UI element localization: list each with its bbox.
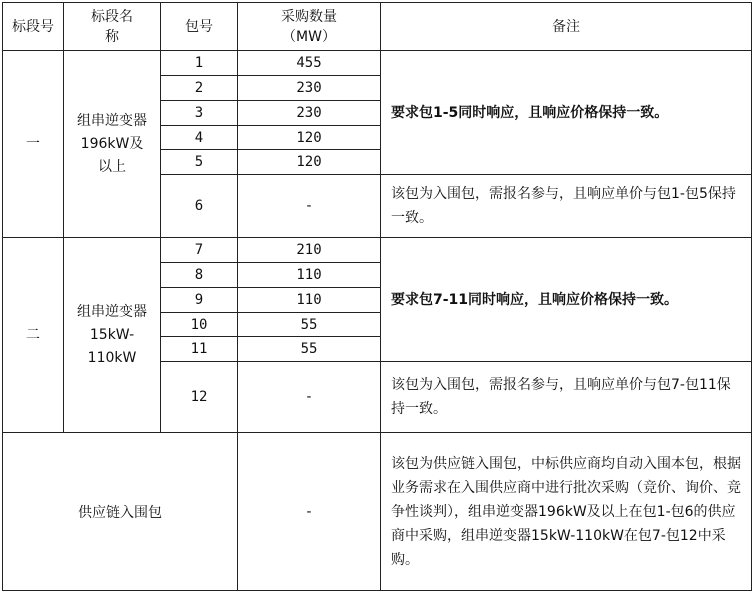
package-6-remark: 该包为入围包，需报名参与，且响应单价与包1-包5保持一致。 <box>381 175 752 238</box>
package-no-cell: 12 <box>161 362 238 433</box>
quantity-cell: 230 <box>238 76 381 101</box>
header-quantity: 采购数量（MW） <box>238 3 381 51</box>
quantity-cell: 120 <box>238 126 381 150</box>
table-row <box>3 51 752 76</box>
package-no-cell: 3 <box>161 101 238 126</box>
section-1-no: 一 <box>3 51 64 238</box>
package-no-cell: 6 <box>161 175 238 238</box>
header-remark: 备注 <box>381 3 752 51</box>
header-package-no: 包号 <box>161 3 238 51</box>
supply-chain-name: 供应链入围包 <box>3 433 238 591</box>
supply-chain-row <box>3 433 752 591</box>
header-section-no: 标段号 <box>3 3 64 51</box>
package-no-cell: 5 <box>161 150 238 175</box>
supply-chain-remark: 该包为供应链入围包，中标供应商均自动入围本包，根据业务需求在入围供应商中进行批次采购（竞价、询价、竞争性谈判），组串逆变器196kW及以上在包1-包6的供应商中采购，组串逆变器15kW-110kW在包7-包12中采购。 <box>381 433 752 591</box>
package-no-cell: 1 <box>161 51 238 76</box>
quantity-cell: 230 <box>238 101 381 126</box>
table-row <box>3 238 752 263</box>
package-no-cell: 4 <box>161 126 238 150</box>
header-section-name: 标段名称 <box>64 3 161 51</box>
quantity-cell: 120 <box>238 150 381 175</box>
package-no-cell: 8 <box>161 263 238 288</box>
quantity-cell: 110 <box>238 288 381 313</box>
package-no-cell: 2 <box>161 76 238 101</box>
header-row <box>3 3 752 51</box>
quantity-cell: 55 <box>238 337 381 362</box>
supply-chain-quantity: - <box>238 433 381 591</box>
quantity-cell: 455 <box>238 51 381 76</box>
quantity-cell: 55 <box>238 313 381 337</box>
section-2-remark: 要求包7-11同时响应，且响应价格保持一致。 <box>381 238 752 362</box>
package-no-cell: 9 <box>161 288 238 313</box>
procurement-table <box>2 2 752 591</box>
package-no-cell: 10 <box>161 313 238 337</box>
section-1-name: 组串逆变器196kW及以上 <box>64 51 161 238</box>
package-no-cell: 7 <box>161 238 238 263</box>
quantity-cell: 110 <box>238 263 381 288</box>
section-1-remark: 要求包1-5同时响应，且响应价格保持一致。 <box>381 51 752 175</box>
quantity-cell: - <box>238 362 381 433</box>
quantity-cell: 210 <box>238 238 381 263</box>
section-2-name: 组串逆变器15kW-110kW <box>64 238 161 433</box>
section-2-no: 二 <box>3 238 64 433</box>
package-12-remark: 该包为入围包，需报名参与，且响应单价与包7-包11保持一致。 <box>381 362 752 433</box>
quantity-cell: - <box>238 175 381 238</box>
package-no-cell: 11 <box>161 337 238 362</box>
